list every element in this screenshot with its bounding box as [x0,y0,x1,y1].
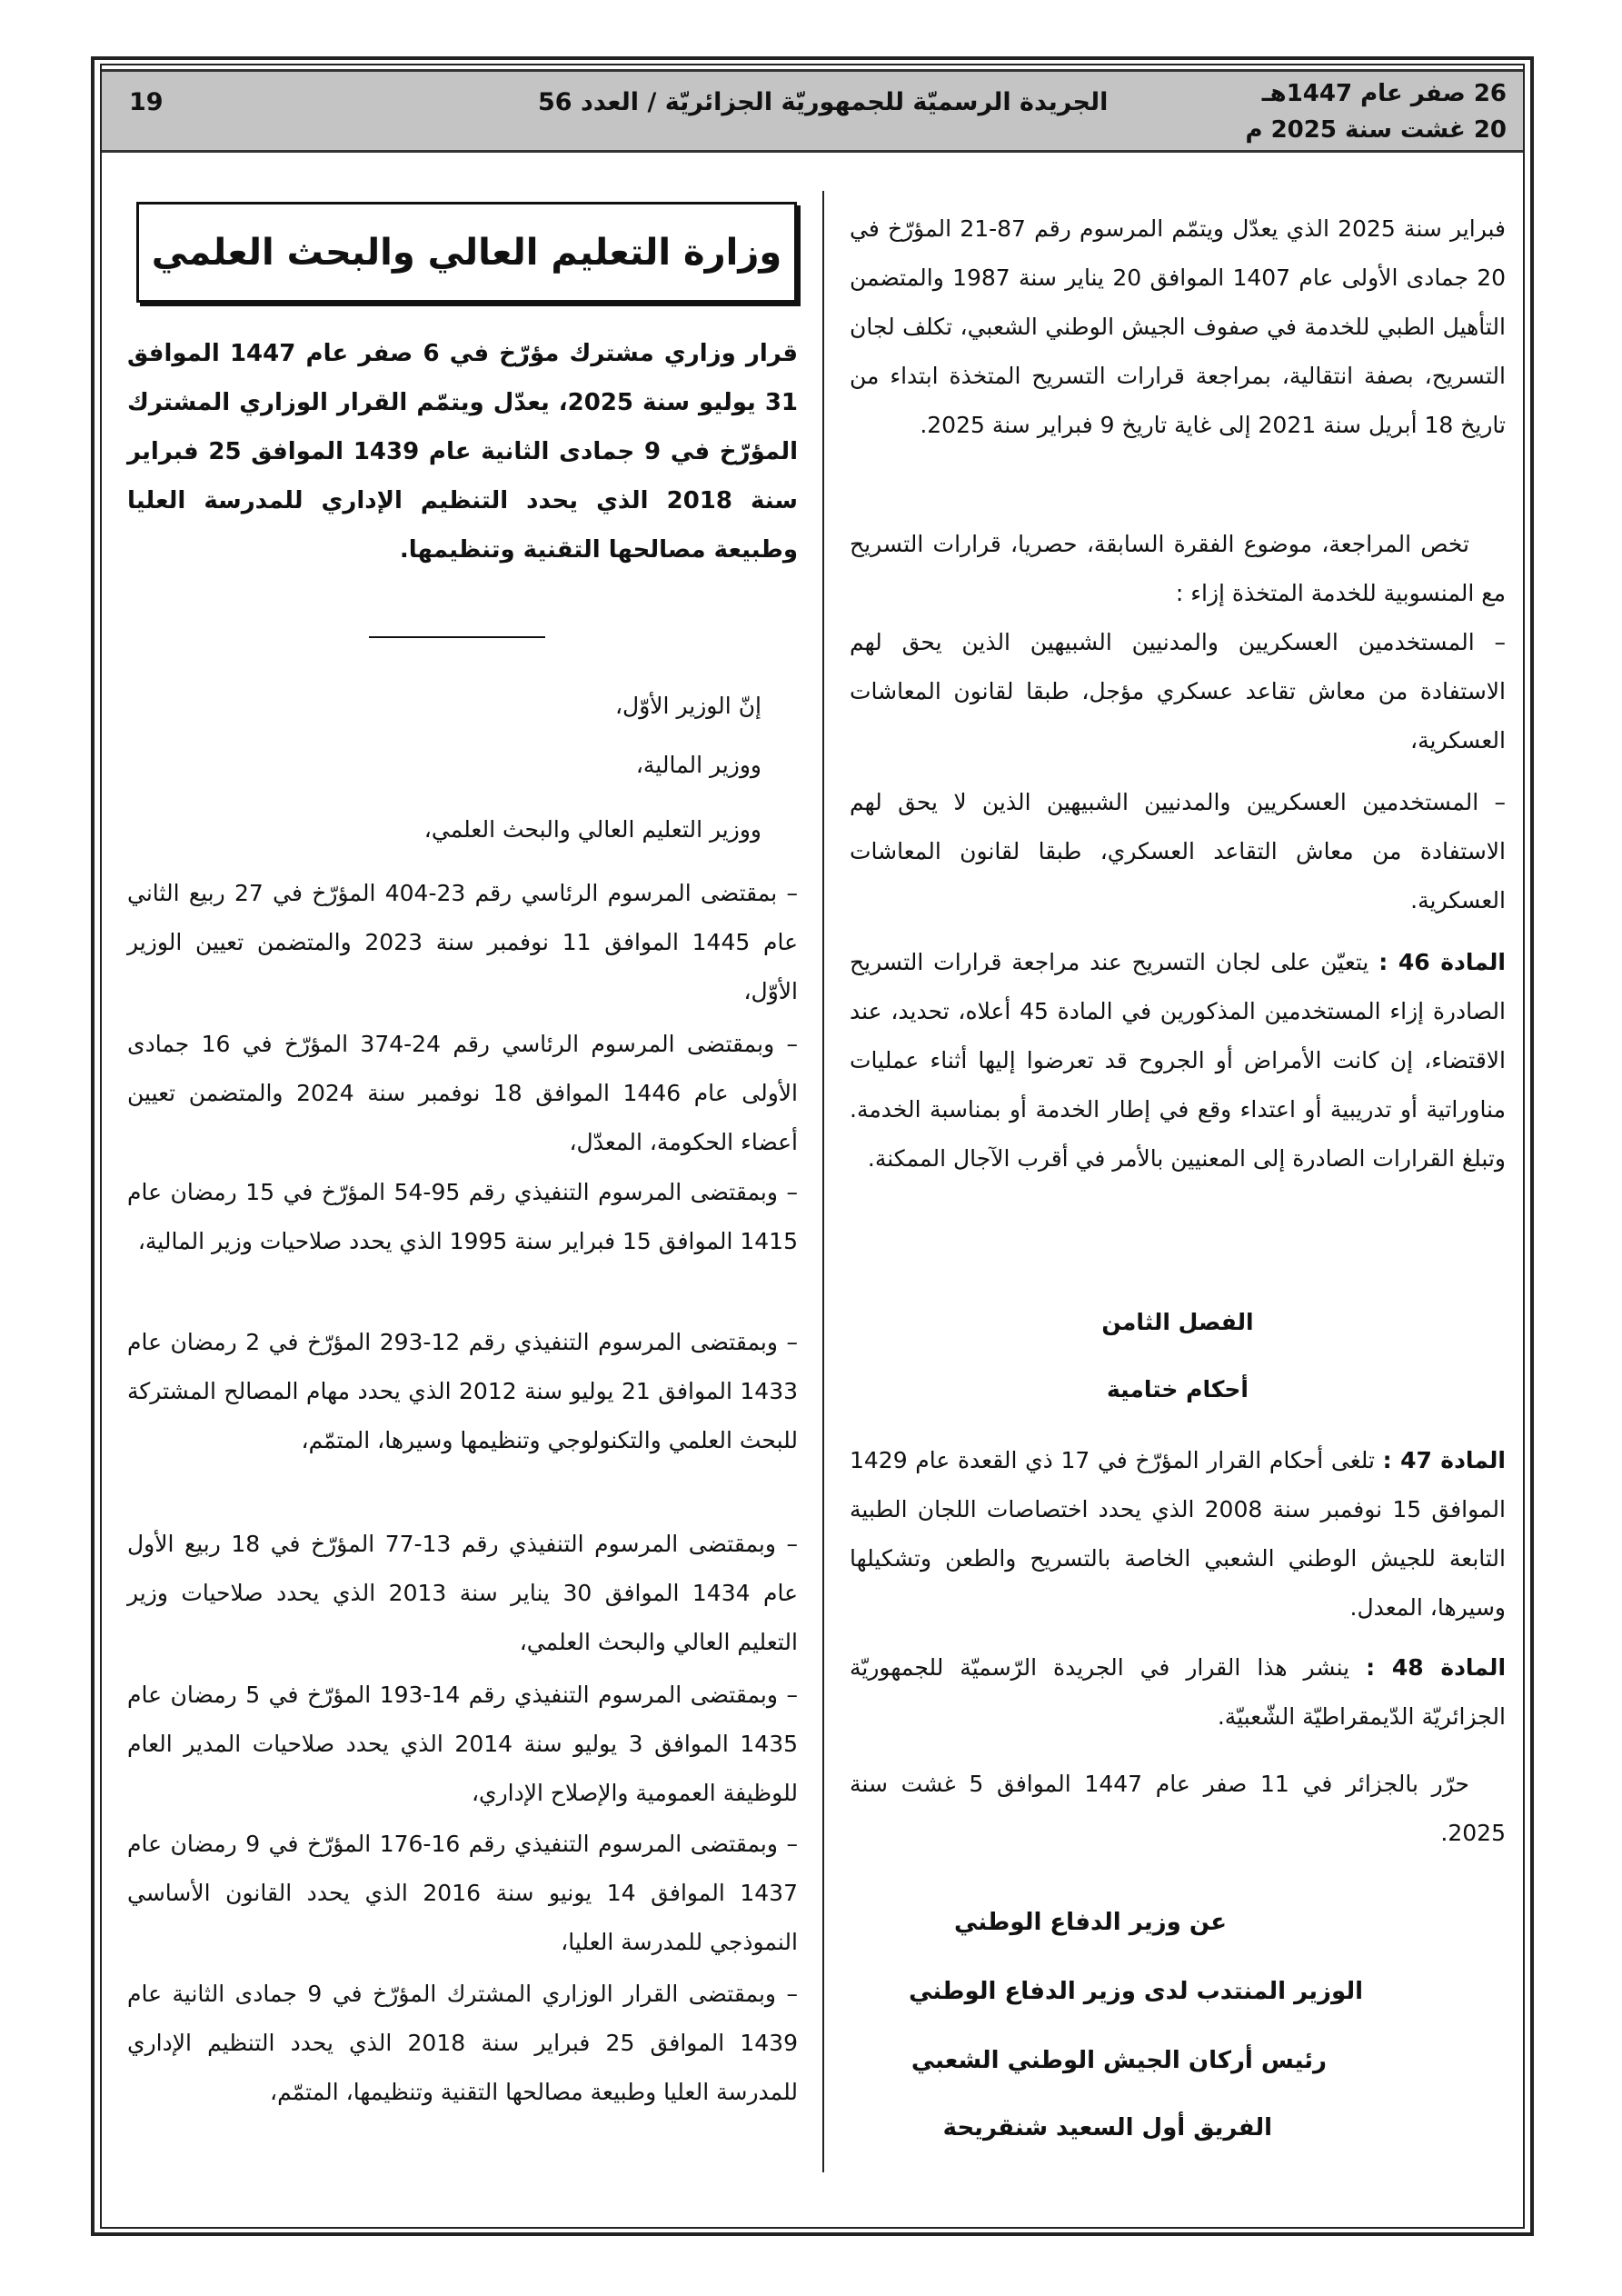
citation-paragraph: – وبمقتضى المرسوم التنفيذي رقم 13-77 المؤرّخ في 18 ربيع الأول عام 1434 الموافق 30 يناير سنة 2013 الذي يحدد صلاحيات وزير التعليم العالي والبحث العلمي، [127,1531,798,1655]
column-divider [822,191,824,2172]
article-47 [850,1436,1506,1632]
chapter-title: أحكام ختامية [1107,1376,1249,1403]
article-label: المادة 48 : [1366,1654,1507,1681]
hijri-date: 26 صفر عام 1447هـ [1261,80,1507,107]
preamble-line: ووزير المالية، [635,752,761,778]
gregorian-date: 20 غشت سنة 2025 م [1245,116,1507,144]
ministry-title: وزارة التعليم العالي والبحث العلمي [136,202,797,303]
paragraph: تخص المراجعة، موضوع الفقرة السابقة، حصريا، قرارات التسريح مع المنسوبية للخدمة المتخذة إزاء : [850,531,1506,606]
signature-line: الفريق أول السعيد شنقريحة [942,2114,1272,2141]
article-label: المادة 46 : [1378,949,1506,975]
preamble-line: ووزير التعليم العالي والبحث العلمي، [423,816,761,843]
article-text: تلغى أحكام القرار المؤرّخ في 17 ذي القعدة عام 1429 الموافق 15 نوفمبر سنة 2008 الذي يحدد اختصاصات اللجان الطبية التابعة للجيش الوطني الشعبي الخاصة بالتسريح والطعن وتشكيلها وسيرها، المعدل. [850,1447,1506,1621]
citation-paragraph: – وبمقتضى المرسوم التنفيذي رقم 95-54 المؤرّخ في 15 رمضان عام 1415 الموافق 15 فبراير سنة 1995 الذي يحدد صلاحيات وزير المالية، [127,1179,798,1254]
article-48 [850,1643,1506,1742]
citation-paragraph: – وبمقتضى المرسوم الرئاسي رقم 24-374 المؤرّخ في 16 جمادى الأولى عام 1446 الموافق 18 نوفمبر سنة 2024 والمتضمن تعيين أعضاء الحكومة، المعدّل، [127,1031,799,1155]
separator-rule [369,636,545,638]
paragraph: – المستخدمين العسكريين والمدنيين الشبيهين الذين لا يحق لهم الاستفادة من معاش التقاعد العسكري، طبقا لقانون المعاشات العسكرية. [850,789,1506,913]
signature-line: عن وزير الدفاع الوطني [953,1909,1227,1936]
gazette-title: الجريدة الرسميّة للجمهوريّة الجزائريّة / العدد 56 [538,88,1109,116]
page-number: 19 [129,88,164,116]
article-text: يتعيّن على لجان التسريح عند مراجعة قرارات التسريح الصادرة إزاء المستخدمين المذكورين في المادة 45 أعلاه، تحديد، عند الاقتضاء، إن كانت الأمراض أو الجروح قد تعرضوا إليها أثناء عمليات مناوراتية أو تدريبية أو اعتداء وقع في إطار الخدمة أو بمناسبة الخدمة. وتبلغ القرارات الصادرة إلى المعنيين بالأمر في أقرب الآجال الممكنة. [850,949,1506,1172]
article-label: المادة 47 : [1382,1447,1507,1473]
signature-line: رئيس أركان الجيش الوطني الشعبي [911,2047,1327,2074]
chapter-heading: الفصل الثامن [1101,1309,1254,1335]
preamble-line: إنّ الوزير الأوّل، [614,693,761,719]
decision-title: قرار وزاري مشترك مؤرّخ في 6 صفر عام 1447 الموافق 31 يوليو سنة 2025، يعدّل ويتمّم القرار الوزاري المشترك المؤرّخ في 9 جمادى الثانية عام 1439 الموافق 25 فبراير سنة 2018 الذي يحدد التنظيم الإداري للمدرسة العليا وطبيعة مصالحها التقنية وتنظيمها. [127,340,798,564]
paragraph: – المستخدمين العسكريين والمدنيين الشبيهين الذين يحق لهم الاستفادة من معاش تقاعد عسكري مؤجل، طبقا لقانون المعاشات العسكرية، [850,629,1506,754]
signature-line: الوزير المنتدب لدى وزير الدفاع الوطني [909,1978,1363,2005]
page-header [102,69,1523,153]
citation-paragraph: – وبمقتضى المرسوم التنفيذي رقم 14-193 المؤرّخ في 5 رمضان عام 1435 الموافق 3 يوليو سنة 2014 الذي يحدد صلاحيات المدير العام للوظيفة العمومية والإصلاح الإداري، [127,1682,799,1806]
citation-paragraph: – وبمقتضى المرسوم التنفيذي رقم 16-176 المؤرّخ في 9 رمضان عام 1437 الموافق 14 يونيو سنة 2016 الذي يحدد القانون الأساسي النموذجي للمدرسة العليا، [127,1831,798,1955]
paragraph: فبراير سنة 2025 الذي يعدّل ويتمّم المرسوم رقم 87-21 المؤرّخ في 20 جمادى الأولى عام 1407 الموافق 20 يناير سنة 1987 والمتضمن التأهيل الطبي للخدمة في صفوف الجيش الوطني الشعبي، تكلف لجان التسريح، بصفة انتقالية، بمراجعة قرارات التسريح المتخذة ابتداء من تاريخ 18 أبريل سنة 2021 إلى غاية تاريخ 9 فبراير سنة 2025. [850,215,1507,438]
citation-paragraph: – وبمقتضى المرسوم التنفيذي رقم 12-293 المؤرّخ في 2 رمضان عام 1433 الموافق 21 يوليو سنة 2012 الذي يحدد مهام المصالح المشتركة للبحث العلمي والتكنولوجي وتنظيمها وسيرها، المتمّم، [127,1329,799,1453]
citation-paragraph: – وبمقتضى القرار الوزاري المشترك المؤرّخ في 9 جمادى الثانية عام 1439 الموافق 25 فبراير سنة 2018 الذي يحدد التنظيم الإداري للمدرسة العليا وطبيعة مصالحها التقنية وتنظيمها، المتمّم، [127,1981,798,2105]
done-at: حرّر بالجزائر في 11 صفر عام 1447 الموافق 5 غشت سنة 2025. [850,1771,1506,1846]
article-text: ينشر هذا القرار في الجريدة الرّسميّة للجمهوريّة الجزائريّة الدّيمقراطيّة الشّعبيّة. [850,1654,1506,1730]
header-dates [1245,75,1507,148]
article-46 [850,938,1506,1183]
citation-paragraph: – بمقتضى المرسوم الرئاسي رقم 23-404 المؤرّخ في 27 ربيع الثاني عام 1445 الموافق 11 نوفمبر سنة 2023 والمتضمن تعيين الوزير الأوّل، [127,880,798,1004]
